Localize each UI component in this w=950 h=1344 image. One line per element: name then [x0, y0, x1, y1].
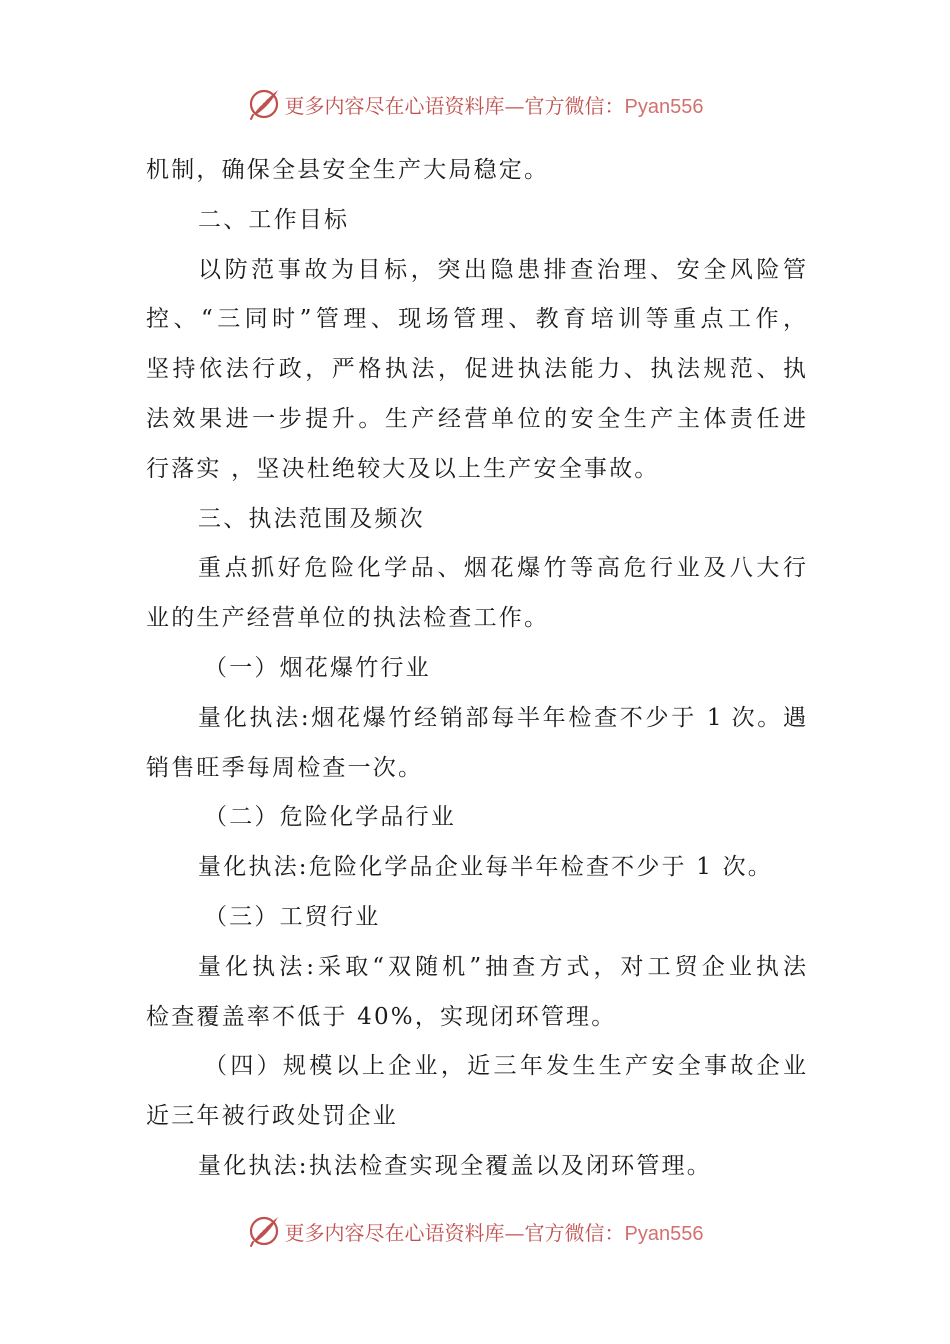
paragraph-line: 坚持依法行政，严格执法，促进执法能力、执法规范、执 — [146, 356, 806, 383]
subsection-heading: （三）工贸行业 — [204, 903, 381, 930]
header-banner — [0, 84, 950, 124]
quill-logo-icon — [247, 1214, 281, 1248]
section-heading: 二、工作目标 — [198, 206, 350, 233]
paragraph-line: 控、“三同时”管理、现场管理、教育培训等重点工作， — [146, 306, 806, 333]
subsection-heading: （二）危险化学品行业 — [204, 804, 456, 831]
document-body — [146, 146, 806, 1192]
paragraph-line: 销售旺季每周检查一次。 — [146, 754, 424, 781]
paragraph-line: 以防范事故为目标，突出隐患排查治理、安全风险管 — [198, 256, 806, 283]
subsection-heading: （四）规模以上企业，近三年发生生产安全事故企业 — [204, 1053, 806, 1080]
paragraph-line: 量化执法:烟花爆竹经销部每半年检查不少于 1 次。遇 — [198, 704, 806, 731]
paragraph-line: 业的生产经营单位的执法检查工作。 — [146, 605, 550, 632]
banner-text: 更多内容尽在心语资料库—官方微信：Pyan556 — [284, 93, 704, 118]
paragraph-line: 法效果进一步提升。生产经营单位的安全生产主体责任进 — [146, 405, 806, 432]
section-heading: 三、执法范围及频次 — [198, 505, 425, 532]
paragraph-line: 量化执法:执法检查实现全覆盖以及闭环管理。 — [198, 1152, 712, 1179]
paragraph-line: 量化执法:危险化学品企业每半年检查不少于 1 次。 — [198, 854, 774, 881]
quill-logo-icon — [247, 87, 281, 121]
subsection-heading: （一）烟花爆竹行业 — [204, 654, 431, 681]
wechat-id: Pyan556 — [624, 1222, 704, 1245]
paragraph-line: 量化执法:采取“双随机”抽查方式，对工贸企业执法 — [198, 953, 806, 980]
banner-text: 更多内容尽在心语资料库—官方微信：Pyan556 — [284, 1220, 704, 1245]
paragraph-line: 检查覆盖率不低于 40%，实现闭环管理。 — [146, 1003, 617, 1030]
footer-banner — [0, 1211, 950, 1251]
paragraph-line: 重点抓好危险化学品、烟花爆竹等高危行业及八大行 — [198, 555, 806, 582]
paragraph-line: 行落实 ，坚决杜绝较大及以上生产安全事故。 — [146, 455, 660, 482]
paragraph-line: 机制，确保全县安全生产大局稳定。 — [146, 157, 550, 183]
wechat-id: Pyan556 — [624, 95, 704, 118]
paragraph-line: 近三年被行政处罚企业 — [146, 1103, 398, 1130]
